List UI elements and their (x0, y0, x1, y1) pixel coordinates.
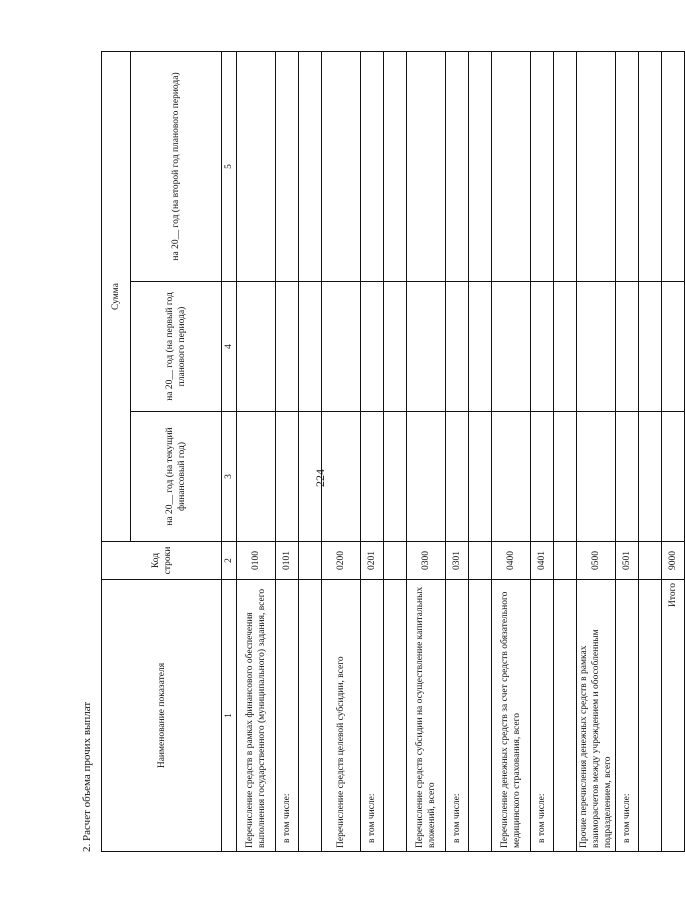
row-name: в том числе: (616, 580, 639, 852)
row-value-cell[interactable] (554, 51, 577, 281)
row-code: 0200 (322, 542, 361, 580)
row-name: в том числе: (446, 580, 469, 852)
total-row (662, 51, 685, 851)
row-value-cell[interactable] (531, 51, 554, 281)
total-label: Итого (662, 580, 685, 852)
row-name (554, 580, 577, 852)
row-value-cell[interactable] (616, 51, 639, 281)
row-code: 0400 (492, 542, 531, 580)
row-value-cell[interactable] (361, 282, 384, 412)
table-row (616, 51, 639, 851)
row-value-cell[interactable] (577, 282, 616, 412)
row-name (384, 580, 407, 852)
row-value-cell[interactable] (299, 51, 322, 281)
row-name: в том числе: (361, 580, 384, 852)
table-row (469, 51, 492, 851)
row-value-cell[interactable] (361, 51, 384, 281)
row-value-cell[interactable] (237, 412, 276, 542)
row-value-cell[interactable] (492, 282, 531, 412)
table-row (322, 51, 361, 851)
row-value-cell[interactable] (276, 412, 299, 542)
total-value-cell[interactable] (662, 51, 685, 281)
row-value-cell[interactable] (492, 412, 531, 542)
table-row (276, 51, 299, 851)
row-value-cell[interactable] (407, 51, 446, 281)
table-row (639, 51, 662, 851)
row-value-cell[interactable] (577, 51, 616, 281)
table-row (577, 51, 616, 851)
row-code: 0301 (446, 542, 469, 580)
row-value-cell[interactable] (299, 282, 322, 412)
row-value-cell[interactable] (531, 412, 554, 542)
header-year-current: на 20__ год (на текущий финансовый год) (131, 412, 222, 542)
row-value-cell[interactable] (407, 282, 446, 412)
column-number: 4 (222, 282, 237, 412)
row-name: Перечисление средств в рамках финансового обеспечения выполнения государственного (муниципального) задания, всего (237, 580, 276, 852)
total-code: 9000 (662, 542, 685, 580)
page-number: 224 (313, 469, 327, 487)
row-code (639, 542, 662, 580)
row-value-cell[interactable] (322, 51, 361, 281)
row-value-cell[interactable] (361, 412, 384, 542)
table-row (299, 51, 322, 851)
table-row (407, 51, 446, 851)
row-value-cell[interactable] (469, 282, 492, 412)
row-code (384, 542, 407, 580)
table-row (531, 51, 554, 851)
row-value-cell[interactable] (237, 282, 276, 412)
column-number: 3 (222, 412, 237, 542)
row-code: 0401 (531, 542, 554, 580)
row-name: в том числе: (531, 580, 554, 852)
section-title: 2. Расчет объема прочих выплат (81, 701, 93, 852)
table-row (492, 51, 531, 851)
header-row-1 (102, 51, 131, 851)
row-value-cell[interactable] (384, 412, 407, 542)
row-name: Прочие перечисления денежных средств в рамках взаиморасчетов между учреждением и обособленным подразделением, всего (577, 580, 616, 852)
row-value-cell[interactable] (384, 282, 407, 412)
row-code: 0101 (276, 542, 299, 580)
header-sum: Сумма (102, 51, 131, 541)
row-name: в том числе: (276, 580, 299, 852)
row-value-cell[interactable] (276, 51, 299, 281)
row-value-cell[interactable] (322, 282, 361, 412)
table-body (237, 51, 685, 851)
table-row (446, 51, 469, 851)
payments-table (101, 51, 685, 852)
row-code: 0201 (361, 542, 384, 580)
row-name (299, 580, 322, 852)
header-code: Код строки (102, 542, 222, 580)
row-value-cell[interactable] (446, 282, 469, 412)
row-value-cell[interactable] (531, 282, 554, 412)
row-name: Перечисление средств субсидии на осуществление капитальных вложений, всего (407, 580, 446, 852)
table-row (384, 51, 407, 851)
row-value-cell[interactable] (554, 282, 577, 412)
row-code: 0500 (577, 542, 616, 580)
row-code (469, 542, 492, 580)
row-value-cell[interactable] (492, 51, 531, 281)
column-numbers-row (222, 51, 237, 851)
table-row (554, 51, 577, 851)
row-value-cell[interactable] (276, 282, 299, 412)
table-row (361, 51, 384, 851)
total-value-cell[interactable] (662, 412, 685, 542)
row-value-cell[interactable] (577, 412, 616, 542)
row-code (554, 542, 577, 580)
header-year-second-plan: на 20__ год (на второй год планового периода) (131, 51, 222, 281)
row-code: 0100 (237, 542, 276, 580)
column-number: 2 (222, 542, 237, 580)
column-number: 5 (222, 51, 237, 281)
row-value-cell[interactable] (446, 412, 469, 542)
row-value-cell[interactable] (616, 412, 639, 542)
total-value-cell[interactable] (662, 282, 685, 412)
row-code (299, 542, 322, 580)
row-name (469, 580, 492, 852)
row-value-cell[interactable] (469, 412, 492, 542)
row-value-cell[interactable] (237, 51, 276, 281)
row-code: 0300 (407, 542, 446, 580)
rotated-page-content (80, 52, 678, 852)
header-name: Наименование показателя (102, 580, 222, 852)
row-value-cell[interactable] (639, 412, 662, 542)
header-year-first-plan: на 20__ год (на первый год планового периода) (131, 282, 222, 412)
row-name: Перечисление денежных средств за счет средств обязательного медицинского страхования, всего (492, 580, 531, 852)
row-code: 0501 (616, 542, 639, 580)
row-value-cell[interactable] (469, 51, 492, 281)
row-value-cell[interactable] (446, 51, 469, 281)
column-number: 1 (222, 580, 237, 852)
row-value-cell[interactable] (639, 51, 662, 281)
row-value-cell[interactable] (554, 412, 577, 542)
row-value-cell[interactable] (616, 282, 639, 412)
row-name (639, 580, 662, 852)
table-row (237, 51, 276, 851)
row-value-cell[interactable] (639, 282, 662, 412)
row-value-cell[interactable] (322, 412, 361, 542)
row-value-cell[interactable] (384, 51, 407, 281)
row-name: Перечисление средств целевой субсидии, всего (322, 580, 361, 852)
row-value-cell[interactable] (299, 412, 322, 542)
row-value-cell[interactable] (407, 412, 446, 542)
